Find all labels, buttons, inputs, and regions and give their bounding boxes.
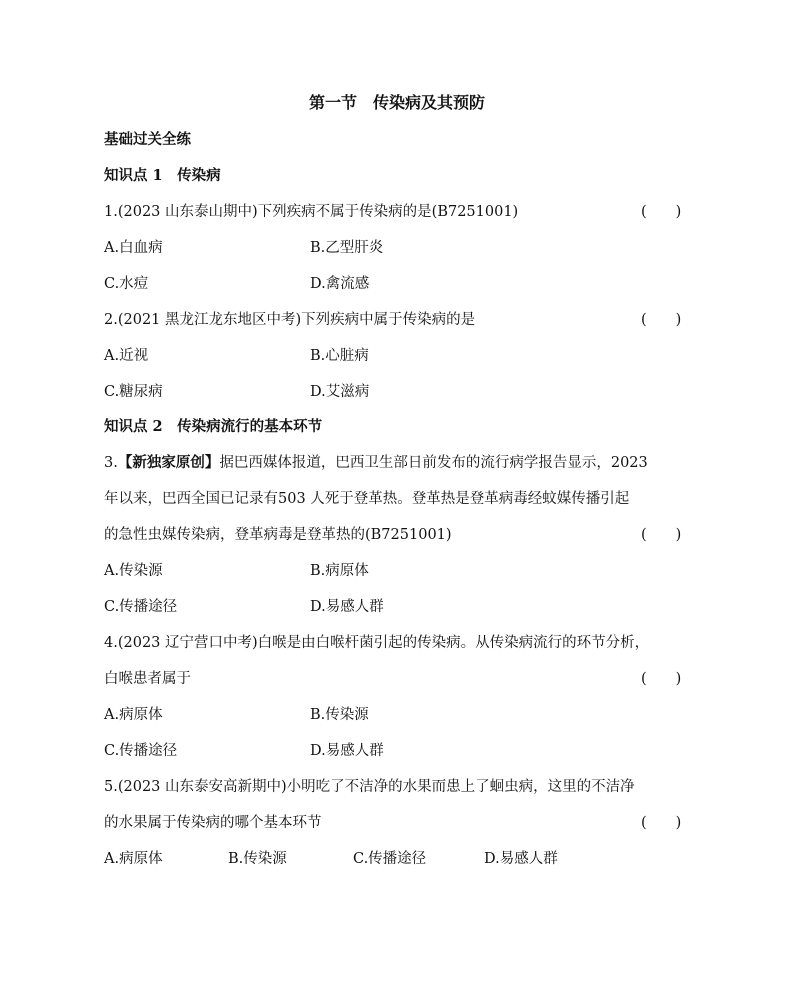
question-5-answer-paren: ( ) [641,815,682,831]
section-heading: 基础过关全练 [104,131,191,148]
question-2-option-a: A.近视 [104,348,149,364]
question-2-option-d: D.艾滋病 [310,384,370,400]
question-4-option-d: D.易感人群 [310,743,384,759]
question-1-text: 1.(2023 山东泰山期中)下列疾病不属于传染病的是(B7251001) [104,204,519,220]
question-2-answer-paren: ( ) [641,312,682,328]
question-3-option-a: A.传染源 [104,563,163,579]
question-3-number: 3. [104,455,118,471]
question-2-option-c: C.糖尿病 [104,384,163,400]
question-3-option-d: D.易感人群 [310,599,384,615]
question-3-line-1 [104,451,648,472]
question-1-option-c: C.水痘 [104,276,149,292]
question-4-answer-paren: ( ) [641,671,682,687]
page-title: 第一节 传染病及其预防 [308,93,485,112]
question-4-option-c: C.传播途径 [104,743,178,759]
question-1-option-b: B.乙型肝炎 [310,240,384,256]
question-5-option-a: A.病原体 [104,851,163,867]
question-1-answer-paren: ( ) [641,204,682,220]
question-3-line-2: 年以来，巴西全国已记录有503 人死于登革热。登革热是登革病毒经蚊媒传播引起 [104,491,630,507]
question-2-option-b: B.心脏病 [310,348,369,364]
question-3-text: 据巴西媒体报道，巴西卫生部日前发布的流行病学报告显示，2023 [219,455,648,471]
question-1-option-a: A.白血病 [104,240,163,256]
question-3-option-c: C.传播途径 [104,599,178,615]
question-5-line-1: 5.(2023 山东泰安高新期中)小明吃了不洁净的水果而患上了蛔虫病，这里的不洁净 [104,779,635,795]
question-3-tag: 【新独家原创】 [117,454,220,471]
question-3-answer-paren: ( ) [641,527,682,543]
question-5-option-d: D.易感人群 [484,851,558,867]
question-1-option-d: D.禽流感 [310,276,370,292]
question-4-line-1: 4.(2023 辽宁营口中考)白喉是由白喉杆菌引起的传染病。从传染病流行的环节分析， [104,635,650,651]
question-5-option-b: B.传染源 [228,851,287,867]
question-4-option-a: A.病原体 [104,707,163,723]
question-3-line-3: 的急性虫媒传染病，登革病毒是登革热的(B7251001) [104,527,452,543]
question-5-option-c: C.传播途径 [353,851,427,867]
question-4-option-b: B.传染源 [310,707,369,723]
knowledge-point-2: 知识点 2 传染病流行的基本环节 [104,418,323,435]
question-2-text: 2.(2021 黑龙江龙东地区中考)下列疾病中属于传染病的是 [104,312,476,328]
question-4-line-2: 白喉患者属于 [104,671,191,687]
knowledge-point-1: 知识点 1 传染病 [104,167,221,184]
question-3-option-b: B.病原体 [310,563,369,579]
question-5-line-2: 的水果属于传染病的哪个基本环节 [104,815,322,831]
